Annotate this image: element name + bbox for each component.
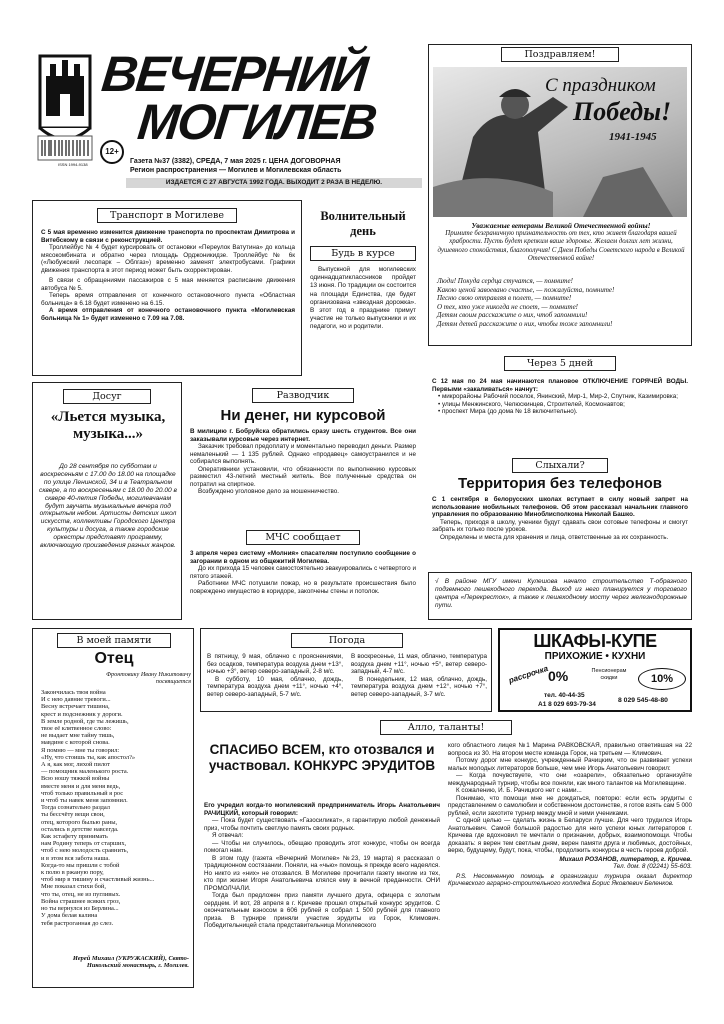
poem-line: но ты вернулся из Берлина... [41,905,119,913]
list-item: • микрорайоны Рабочий поселок, Янинский, Мир-1, Мир-2, Спутник, Казимировка; [438,393,678,400]
five-days-block [428,352,692,450]
ad-phone-3: 8 029 545-48-80 [618,697,668,704]
age-badge: 12+ [100,140,124,164]
rubric-transport: Транспорт в Могилеве [97,208,237,223]
rubric-congrats: Поздравляем! [501,47,619,62]
exciting-text: Выпускной для могилевских одиннадцатиклассников пройдет 13 июня. По традиции он состоится на площади Единства, где будет организована «звездная дорожка». В этот год в празднике примут участие не только выпускники и их педагоги, но и родители. [310,266,416,331]
ad-subtitle: ПРИХОЖИЕ • КУХНИ [544,651,646,662]
poem-line: и чтоб ты навек меня запомнил. [41,797,128,805]
rubric-heard: Слыхали? [512,458,608,473]
list-item: • улицы Менжинского, Челюскинцев, Строителей, Космонавтов; [438,400,625,408]
money-text [190,428,416,496]
poem-line: Люди! Покуда сердца стучатся, — помните! [437,277,573,285]
ad-phone-2: А1 8 029 693-79-34 [538,701,596,708]
five-days-text [432,378,688,416]
ad-discount: 10% [638,668,686,690]
banner-years: 1941-1945 [609,131,657,143]
ad-pensioners: Пенсионерам скидки [591,668,627,681]
rubric-memory: В моей памяти [57,633,171,648]
money-title: Ни денег, ни курсовой [220,407,386,424]
talents-col-2 [448,742,692,888]
issn: ISSN 1994-9138 [58,162,88,167]
exciting-title-1: Волнительный [320,209,406,223]
talents-col-1 [204,802,440,930]
leisure-title: «Льется музыка, музыка...» [50,409,166,442]
poem-line: «Ну, что стоишь ты, как апостол?» [41,753,136,761]
forecast-day: В понедельник, 12 мая, облачно, дождь, температура воздуха днем +12°, ночью +7°, ветер северо-западный, 3-7 м/с. [351,675,487,698]
banner-line1: С праздником [545,75,656,96]
paragraph: Определены и места для хранения и лица, ответственные за их сохранность. [440,533,669,541]
ad-credit-pct: 0% [548,668,569,684]
money-block [186,382,420,524]
paragraph: Я отвечал: [212,832,244,839]
city-coat-of-arms-icon [36,54,94,164]
memory-dedication: Фронтовику Ивану Никитовичу посвящается [106,671,191,686]
congrats-text: Примите безграничную признательность от тех, кто живет благодаря вашей храбрости. Пусть будет крепким ваше здоровье. Желаем долгих лет жизни, душевного спокойствия, благополучия! С Днем Победы Советского народа в Великой Отечественной войне! [437,230,685,262]
poem-line: Весну встречает тишина, [41,703,110,711]
leisure-block [32,382,182,620]
poem-line: Тогда сознательно раздал [41,804,110,812]
transport-block [32,200,302,376]
paragraph: Возбуждено уголовное дело за мошенничество. [198,488,340,495]
paragraph: кого областного лицея №1 Марина РАВКОВСКАЯ, правильно ответившая на 22 вопроса из 30. На втором месте команда Горок, на третьем — Климович. [448,742,692,757]
mchs-text [190,550,416,595]
leisure-text: До 28 сентября по субботам и воскресеньям с 17.00 до 18.00 на площадке по улице Ленинской, 34 и в Театральном сквере, а по воскресеньям с 18.00 до 20.00 в сквере 40-летия Победы, могилевчанам будут звучать музыкальные вечера под открытым небом. Артисты детских школ искусств, коллективы Городского Центра культуры и досуга, а также городские оркестры представят программу, включающую произведения разных жанров. [39,463,177,550]
poem-line: — помощник маленького роста. [41,768,129,776]
paragraph: Его учредил когда-то могилевский предприниматель Игорь Анатольевич РАЧИЦКИЙ, который говорил: [204,802,440,817]
poem-line: В земле родной, где ты лежишь, [41,717,129,725]
forecast-day: В субботу, 10 мая, облачно, дождь, температура воздуха днем +11°, ночью +4°, ветер северо-западный, 5-7 м/с. [207,675,343,698]
poem-line: О тех, кто уже никогда не споет, — помните! [437,302,579,311]
paragraph: С 12 мая по 24 мая начинаются плановое ОТКЛЮЧЕНИЕ ГОРЯЧЕЙ ВОДЫ. Первыми «закаливаться» начнут: [432,378,688,393]
exciting-day-block [306,200,420,376]
talents-author: Михаил РОЗАНОВ, литератор, г. Кричев. [559,855,692,863]
paragraph: С 5 мая временно изменится движение транспорта по проспектам Димитрова и Витебскому в связи с реконструкцией. [41,229,295,244]
congrats-lead: Уважаемые ветераны Великой Отечественной войны! [471,221,651,230]
rubric-swindler: Разводчик [252,388,354,403]
mgu-text: √ В районе МГУ имени Кулешова начато строительство Т-образного подземного пешеходного перехода. Выход из него планируется у торгового центра «Перекресток», а также к пешеходному мосту через железнодорожные пути. [435,578,687,609]
rubric-talents: Алло, таланты! [380,720,512,735]
poem-line: не выдает мне тайну тишь, [41,732,115,740]
heard-text [432,496,688,541]
rubric-five-days: Через 5 дней [504,356,616,371]
paragraph: В связи с обращениями пассажиров с 5 мая меняется расписание движения автобуса № 5. [41,277,295,292]
heard-title: Территория без телефонов [457,475,663,492]
paragraph: Заказчик требовал предоплату и моментально переводил деньги. Размер немаленький — 1 135 рублей. Однако «продавец» самоустранился и не собирался выполнять. [190,443,416,465]
ad-title: ШКАФЫ-КУПЕ [533,631,657,651]
paragraph: В этом году (газета «Вечерний Могилев» №23, 19 марта) я рассказал о традиционном состязании. Поняли, на «чью» помощь я прежде всего надеялся. Но никто из «них» не отозвался. В Могилеве прочитали газету многие из тех, кто при жизни Игоря Анатольевича клялся ему в вечной преданности. ОНИ ПРОМОЛЧАЛИ. [204,854,440,892]
memory-poem [41,689,187,927]
weather-col-2 [351,653,487,698]
title-line2: МОГИЛЕВ [135,94,378,150]
paragraph: — Когда почувствуете, что они «озарели», обязательно организуйте международный турнир, чтобы все поняли, как много талантов на Могилевщине. [448,772,692,787]
paragraph: Работники МЧС потушили пожар, но в результате происшествия было повреждено имущество в коридоре, закопчены стены и потолок. [190,580,416,595]
poem-line: нам Родину теперь от старших, [41,840,127,848]
rubric-leisure: Досуг [63,389,151,404]
forecast-day: В пятницу, 9 мая, облачно с прояснениями, без осадков, температура воздуха днем +13°, ночью +3°, ветер северо-западный, 2-8 м/с. [207,653,343,675]
poem-line: остались в детстве навсегда. [41,825,119,833]
poem-line: к полю в ржаную пору, [41,869,104,877]
ad-credit: рассрочка [507,663,550,686]
poem-line: Как эстафету принимать [41,833,108,841]
talents-ps: Р.S. Несомненную помощь в организации турнира оказал директор Кричевского аграрно-строительного колледжа Борис Яковлевич Беленков. [448,872,692,887]
since-bar: ИЗДАЕТСЯ С 27 АВГУСТА 1992 ГОДА. ВЫХОДИТ 2 РАЗА В НЕДЕЛЮ. [126,178,422,188]
poem-line: чтоб мир в тишину и счастливый жизнь... [41,876,155,884]
paragraph: — Чтобы ни случилось, обещаю проводить этот конкурс, чтобы он всегда помогал нам. [204,839,440,854]
memory-author: Иерей Михаил (УКРУЖАСКИЙ), Свято-Никольский монастырь, г. Могилев. [72,955,189,970]
talents-phone: Тел. дом. 8 (02241) 55-603. [613,863,692,870]
rubric-mchs: МЧС сообщает [246,530,360,545]
title-line1: ВЕЧЕРНИЙ [99,46,369,102]
mgu-block [428,572,692,620]
paragraph: Теперь время отправления от конечного остановочного пункта «Областная больница» в 6.18 будет изменено на 6.15. [41,292,295,307]
poem-line: У дома белая калина [41,912,98,920]
poem-line: твое её клятвенное слово: [41,725,112,733]
talents-title: СПАСИБО ВСЕМ, кто отозвался и участвовал. КОНКУРС ЭРУДИТОВ [208,742,436,773]
poem-line: Всю ношу тяжкой войны [41,775,110,783]
poem-line: тебя растроганная до слез. [41,919,114,927]
paragraph: Троллейбус № 4 будет курсировать от остановки «Переулок Ватутина» до кольца мясокомбината и обратно через площадь Орджоникидзе. Троллейбус № 6к («Любужский лесопарк – Облгаз») временно заменят электробусами. Графики движения транспорта в этот период может быть скорректирован. [41,244,295,274]
paragraph: В милицию г. Бобруйска обратились сразу шесть студентов. Все они заказывали курсовые через интернет. [190,428,416,443]
paragraph: — Пока будет существовать «Газосиликат», я гарантирую любой денежный приз, чтобы почтить светлую память своих родных. [204,817,440,832]
paragraph: Тогда был предложен приз памяти лучшего друга, офицера с золотым сердцем. И вот, 28 апреля в г. Кричеве прошел открытый конкурс эрудитов. С окончательным взносом в 606 рублей я собрал 1 500 рублей для главного приза. В турнире приняли участие эрудиты из Горок, Климович. Победительницей стала представительница Могилевского [204,892,440,929]
list-item: • проспект Мира (до дома № 18 включительно). [438,408,578,415]
transport-text [41,229,295,322]
poem-line: крест и подснежник у дороги. [41,710,123,718]
poem-line: Когда-то мы пришли с тобой [41,861,120,869]
poem-line: Я помню — мне ты говорил: [41,746,120,754]
poem-line: Закончилась твоя война [41,689,106,696]
rubric-be-informed: Будь в курсе [310,246,416,261]
paragraph: С 1 сентября в белорусских школах вступает в силу новый запрет на использование мобильных телефонов. Об этом рассказал начальник главного управления по образованию Миноблисполкома Николай Башко. [432,496,688,518]
poem-line: И с нею давние тревоги... [41,696,111,704]
poem-line: что ты, отец, не из пугливых. [41,890,121,898]
poem-line: отец, которого былью раны, [41,818,118,826]
paragraph: К сожалению, И. Б. Рачицкого нет с нами... [456,787,582,794]
poem-line: чтоб с нею молодость сравнить, [41,847,129,855]
poem-line: Детям детей расскажите о них, чтобы тоже запомнили! [437,319,613,328]
talents-block [200,718,692,988]
exciting-title-2: день [350,224,376,238]
poem-line: мавдине с которой снова. [41,739,110,747]
poem-line: ты бессчёту вещи свои, [41,811,105,819]
paragraph: Понимаю, что помощи мне не дождаться, повторю: если есть эрудиты с представлением о самолюбии и собственном достоинстве, я готов взять сам 5 000 рублей, если захотите турнир между мной и ними учениками. [448,794,692,817]
poem-line: Какою ценой завоевано счастье, — пожалуйста, помните! [437,285,615,294]
paragraph: 3 апреля через систему «Молния» спасателям поступило сообщение о загорании в одном из общежитий Могилева. [190,550,416,565]
paragraph: Оперативники установили, что обязанности по выполнению курсовых разместил 43-летний местный житель. Все полученные средства он потратил на спиртное. [190,465,416,488]
poem-line: Детям своим расскажите о них, чтоб запомнили! [437,311,588,320]
paragraph: До их прихода 15 человек самостоятельно эвакуировались с четвертого и пятого этажей. [190,565,416,580]
congrats-poem [437,277,685,329]
furniture-ad [498,628,692,712]
ad-phone-1: тел. 40-44-35 [544,692,585,699]
memory-block [32,628,194,988]
memory-title: Отец [94,650,134,667]
weather-col-1 [207,653,343,698]
poem-line: вместе меня и для меня ведь, [41,782,121,790]
banner-line2: Победы! [573,97,672,126]
issue-info: Газета №37 (3382), СРЕДА, 7 мая 2025 г. ЦЕНА ДОГОВОРНАЯ [130,158,341,165]
rubric-weather: Погода [291,633,403,648]
poem-line: Мне показал стихи бой, [41,883,106,891]
masthead [32,44,424,194]
mchs-block [186,526,420,620]
congrats-block [428,44,692,346]
poem-line: и в этом вся забота наша. [41,854,110,862]
distribution-region: Регион распространения — Могилев и Могилевская область [130,167,342,174]
poem-line: Песню свою отправляя в полет, — помните! [437,294,572,303]
weather-block [200,628,492,712]
poem-line: А я, как мог, лихой пилот [41,761,110,769]
paragraph: А время отправления от конечного остановочного пункта «Могилевская больница № 1» будет изменено с 7.09 на 7.08. [41,307,295,322]
poem-line: чтоб только правильный я рос [41,789,124,797]
heard-block [428,454,692,566]
paragraph: Теперь, приходя в школу, ученики будут сдавать свои сотовые телефоны и смогут забрать их только после уроков. [432,518,688,533]
paragraph: Потому дорог мне конкурс, учрежденный Рачицким, что он развивает успехи малых молодых литераторов больше, чем мне Игорь Анатольевич говорил: [448,757,692,772]
poem-line: Война страшнее всяких гроз, [41,897,121,905]
paragraph: С одной целью — сделать жизнь в Беларуси лучше. Для чего трудился Игорь Анатольевич. Самой большой радостью для него успехи юных литераторов г. Кричева где вдохновил те мечтали о признании, добрых, взаимопомощи. Чтобы доказать: я верен тем светлым дням, верен памяти друга и любимых, достойных, верю, будущему, будут, пока, чтобы, продолжить конкурсы в честь героев доброй. [448,817,692,854]
victory-banner [433,67,687,217]
forecast-day: В воскресенье, 11 мая, облачно, температура воздуха днем +11°, ночью +5°, ветер северо-западный, 4-7 м/с. [351,653,487,675]
